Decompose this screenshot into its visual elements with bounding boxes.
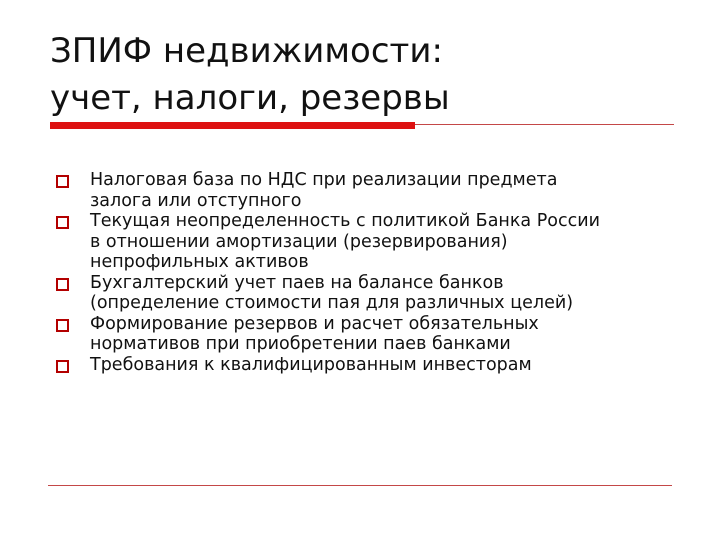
list-item-line: Текущая неопределенность с политикой Банка России [90, 211, 600, 231]
list-item [56, 273, 686, 314]
slide-title-line-2: учет, налоги, резервы [50, 78, 450, 118]
list-item-line: Формирование резервов и расчет обязательных [90, 313, 539, 334]
list-item-text [90, 170, 686, 211]
list-item [56, 355, 686, 376]
title-underline-accent [50, 122, 415, 129]
list-item-line: (определение стоимости пая для различных целей) [90, 293, 574, 313]
square-bullet-icon [56, 319, 69, 332]
list-item [56, 211, 686, 273]
square-bullet-icon [56, 360, 69, 373]
slide-title [50, 28, 690, 122]
list-item-line: непрофильных активов [90, 252, 309, 272]
list-item-line: Бухгалтерский учет паев на балансе банков [90, 272, 504, 293]
square-bullet-icon [56, 216, 69, 229]
list-item [56, 314, 686, 355]
list-item-line: залога или отступного [90, 190, 302, 211]
list-item-line: в отношении амортизации (резервирования) [90, 231, 508, 252]
list-item-text [90, 211, 686, 273]
footer-divider [48, 485, 672, 486]
square-bullet-icon [56, 175, 69, 188]
list-item-text [90, 273, 686, 314]
list-item-text [90, 314, 686, 355]
bullet-list [56, 170, 686, 375]
list-item [56, 170, 686, 211]
list-item-text [90, 355, 686, 376]
list-item-line: Налоговая база по НДС при реализации предмета [90, 170, 558, 190]
list-item-line: Требования к квалифицированным инвесторам [90, 354, 532, 375]
slide-title-line-1: ЗПИФ недвижимости: [50, 31, 443, 71]
list-item-line: нормативов при приобретении паев банками [90, 334, 511, 354]
square-bullet-icon [56, 278, 69, 291]
